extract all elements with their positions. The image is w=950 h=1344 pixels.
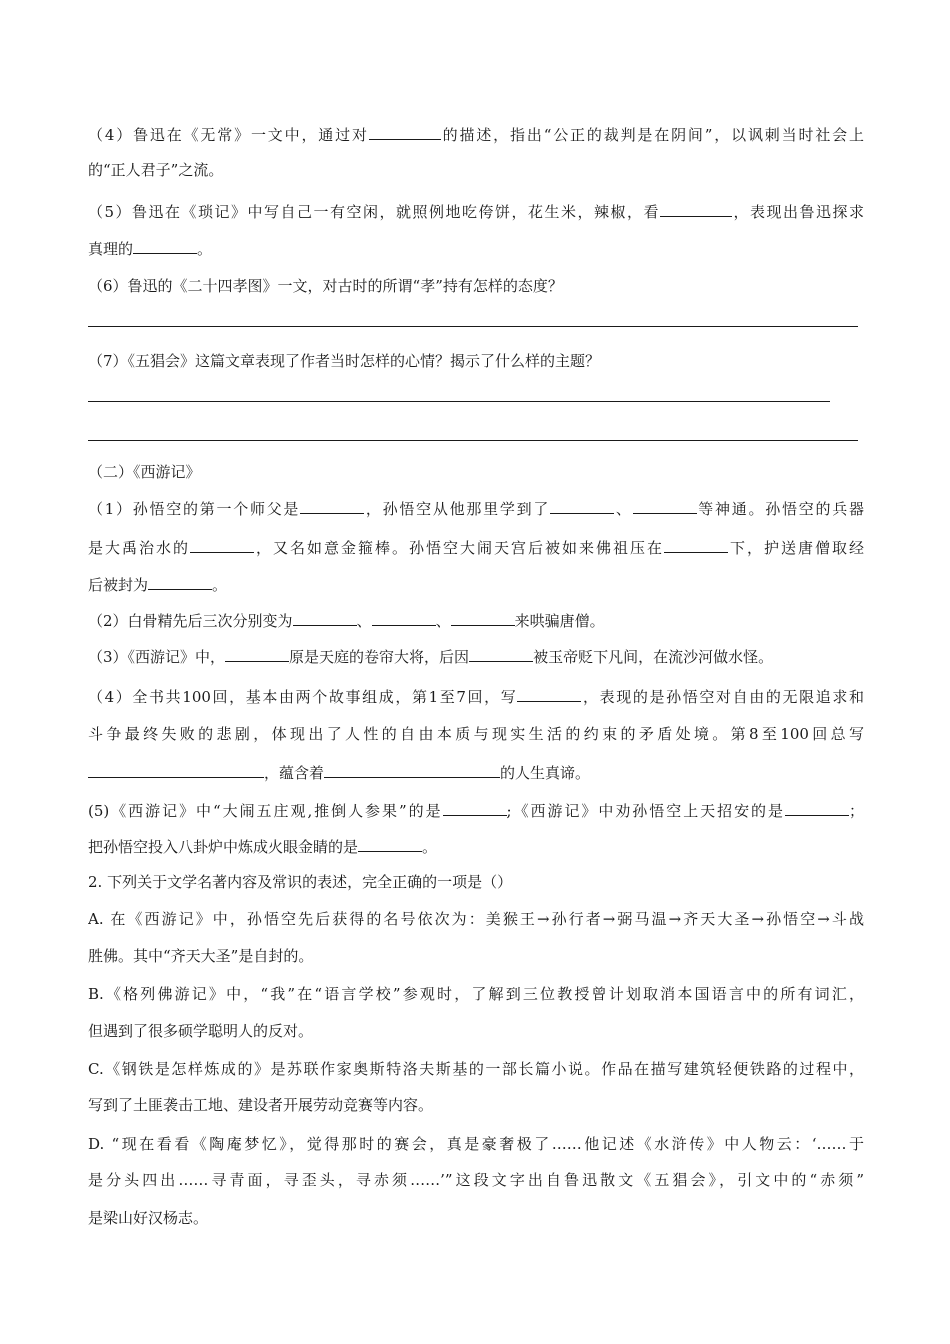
s2-q1-text-c: 、	[614, 500, 633, 518]
s2-q4-line2	[88, 722, 864, 746]
s1-q4-line2	[88, 158, 864, 182]
s2-q4-line1	[88, 684, 864, 708]
blank-field[interactable]	[469, 644, 533, 662]
q2-stem-text: 2. 下列关于文学名著内容及常识的表述，完全正确的一项是（）	[88, 873, 513, 891]
s1-q4-text-b: 的描述，指出“公正的裁判是在阴间”，以讽刺当时社会上	[440, 126, 864, 144]
s2-q4-text-e: 的人生真谛。	[500, 764, 591, 782]
s2-q5-text-d: 把孙悟空投入八卦炉中炼成火眼金睛的是	[88, 838, 359, 856]
q2-option-c-line1: C.《钢铁是怎样炼成的》是苏联作家奥斯特洛夫斯基的一部长篇小说。作品在描写建筑轻便铁路的过程中，	[88, 1060, 864, 1078]
s2-q3-line	[88, 644, 864, 668]
s1-q5-text-a: （5）鲁迅在《琐记》中写自己一有空闲，就照例地吃侉饼，花生米，辣椒，看	[88, 203, 660, 221]
s2-q1-line2	[88, 535, 864, 559]
blank-field[interactable]	[190, 535, 254, 553]
blank-field[interactable]	[451, 608, 515, 626]
blank-field[interactable]	[324, 760, 500, 778]
s2-q5-line2	[88, 834, 864, 858]
s2-q5-text-a: (5)《西游记》中“大闹五庄观,推倒人参果”的是	[88, 802, 443, 820]
s2-q1-text-d: 等神通。孙悟空的兵器	[696, 500, 864, 518]
s1-q4-line1	[88, 122, 864, 146]
blank-field[interactable]	[664, 535, 728, 553]
section2-heading	[88, 460, 864, 484]
blank-field[interactable]	[358, 834, 422, 852]
s2-q2-text-d: 来哄骗唐僧。	[514, 612, 605, 630]
q2-option-a[interactable]	[88, 907, 864, 931]
q2-option-b[interactable]	[88, 982, 864, 1006]
s1-q6-line	[88, 274, 864, 298]
q2-stem	[88, 870, 864, 894]
s2-q1-line3	[88, 572, 864, 596]
s1-q6-text: （6）鲁迅的《二十四孝图》一文，对古时的所谓“孝”持有怎样的态度？	[88, 277, 563, 295]
blank-field[interactable]	[517, 684, 581, 702]
q2-option-d-cont1	[88, 1168, 864, 1192]
blank-field[interactable]	[369, 122, 441, 140]
q2-option-d-cont2	[88, 1206, 864, 1230]
s2-q1-text-h: 后被封为	[88, 576, 149, 594]
s1-q4-text-a: （4）鲁迅在《无常》一文中，通过对	[88, 126, 369, 144]
s2-q2-line	[88, 608, 864, 632]
s2-q2-text-c: 、	[435, 612, 451, 630]
s1-q5-line1	[88, 199, 864, 223]
s2-q5-line1	[88, 798, 864, 822]
s2-q1-text-g: 下，护送唐僧取经	[727, 539, 864, 557]
q2-option-b-line1: B.《格列佛游记》中，“我”在“语言学校”参观时，了解到三位教授曾计划取消本国语言中的所有词汇，	[88, 985, 864, 1003]
blank-field[interactable]	[633, 496, 697, 514]
blank-field[interactable]	[443, 798, 507, 816]
s2-q1-line1	[88, 496, 864, 520]
s2-q1-text-b: ，孙悟空从他那里学到了	[364, 500, 551, 518]
blank-field[interactable]	[88, 760, 264, 778]
s2-q2-text-a: （2）白骨精先后三次分别变为	[88, 612, 293, 630]
s2-q5-text-e: 。	[422, 838, 438, 856]
q2-option-a-line1: A. 在《西游记》中，孙悟空先后获得的名号依次为：美猴王→孙行者→弼马温→齐天大圣→孙悟空→斗战	[88, 910, 864, 928]
s2-q4-text-b: ，表现的是孙悟空对自由的无限追求和	[581, 688, 864, 706]
q2-option-c[interactable]	[88, 1057, 864, 1081]
q2-option-d-line2: 是分头四出……寻青面，寻歪头，寻赤须……’”这段文字出自鲁迅散文《五猖会》，引文中的“赤须”	[88, 1171, 864, 1189]
q2-option-d[interactable]	[88, 1132, 864, 1156]
s2-q1-text-a: （1）孙悟空的第一个师父是	[88, 500, 301, 518]
blank-field[interactable]	[293, 608, 357, 626]
s1-q5-text-b: ，表现出鲁迅探求	[731, 203, 864, 221]
s2-q5-text-c: ；	[848, 802, 864, 820]
blank-field[interactable]	[660, 199, 732, 217]
blank-field[interactable]	[372, 608, 436, 626]
s2-q4-text-a: （4）全书共100回，基本由两个故事组成，第1至7回，写	[88, 688, 518, 706]
s2-q4-line3	[88, 760, 864, 784]
s2-q1-text-e: 是大禹治水的	[88, 539, 190, 557]
q2-option-d-line1: D. “现在看看《陶庵梦忆》，觉得那时的赛会，真是豪奢极了……他记述《水浒传》中人物云：‘……于	[88, 1135, 864, 1153]
answer-line[interactable]	[88, 401, 830, 402]
q2-option-c-cont	[88, 1093, 864, 1117]
section2-heading-text: （二）《西游记》	[88, 463, 201, 481]
q2-option-a-cont	[88, 944, 864, 968]
s1-q5-line2	[88, 236, 864, 260]
s1-q5-text-d: 。	[197, 240, 213, 258]
blank-field[interactable]	[133, 236, 197, 254]
s2-q4-text-c: 斗争最终失败的悲剧，体现出了人性的自由本质与现实生活的约束的矛盾处境。第8至100回总写	[88, 725, 864, 743]
s1-q5-text-c: 真理的	[88, 240, 134, 258]
blank-field[interactable]	[300, 496, 364, 514]
s2-q1-text-i: 。	[212, 576, 228, 594]
s2-q3-text-a: （3）《西游记》中，	[88, 648, 226, 666]
answer-line[interactable]	[88, 440, 858, 441]
s2-q3-text-b: 原是天庭的卷帘大将，后因	[289, 648, 470, 666]
s1-q4-text-c: 的“正人君子”之流。	[88, 161, 224, 179]
q2-option-c-line2: 写到了土匪袭击工地、建设者开展劳动竞赛等内容。	[88, 1096, 434, 1114]
s1-q7-line	[88, 349, 864, 373]
s2-q2-text-b: 、	[356, 612, 372, 630]
blank-field[interactable]	[785, 798, 849, 816]
s2-q3-text-c: 被玉帝贬下凡间，在流沙河做水怪。	[533, 648, 774, 666]
q2-option-a-line2: 胜佛。其中“齐天大圣”是自封的。	[88, 947, 314, 965]
blank-field[interactable]	[148, 572, 212, 590]
q2-option-b-cont	[88, 1019, 864, 1043]
blank-field[interactable]	[225, 644, 289, 662]
s2-q4-text-d: ，蕴含着	[264, 764, 325, 782]
q2-option-b-line2: 但遇到了很多硕学聪明人的反对。	[88, 1022, 314, 1040]
blank-field[interactable]	[550, 496, 614, 514]
s2-q5-text-b: ;《西游记》中劝孙悟空上天招安的是	[506, 802, 785, 820]
answer-line[interactable]	[88, 326, 858, 327]
s2-q1-text-f: ，又名如意金箍棒。孙悟空大闹天宫后被如来佛祖压在	[254, 539, 664, 557]
s1-q7-text: （7）《五猖会》这篇文章表现了作者当时怎样的心情？揭示了什么样的主题？	[88, 352, 601, 370]
q2-option-d-line3: 是梁山好汉杨志。	[88, 1209, 209, 1227]
